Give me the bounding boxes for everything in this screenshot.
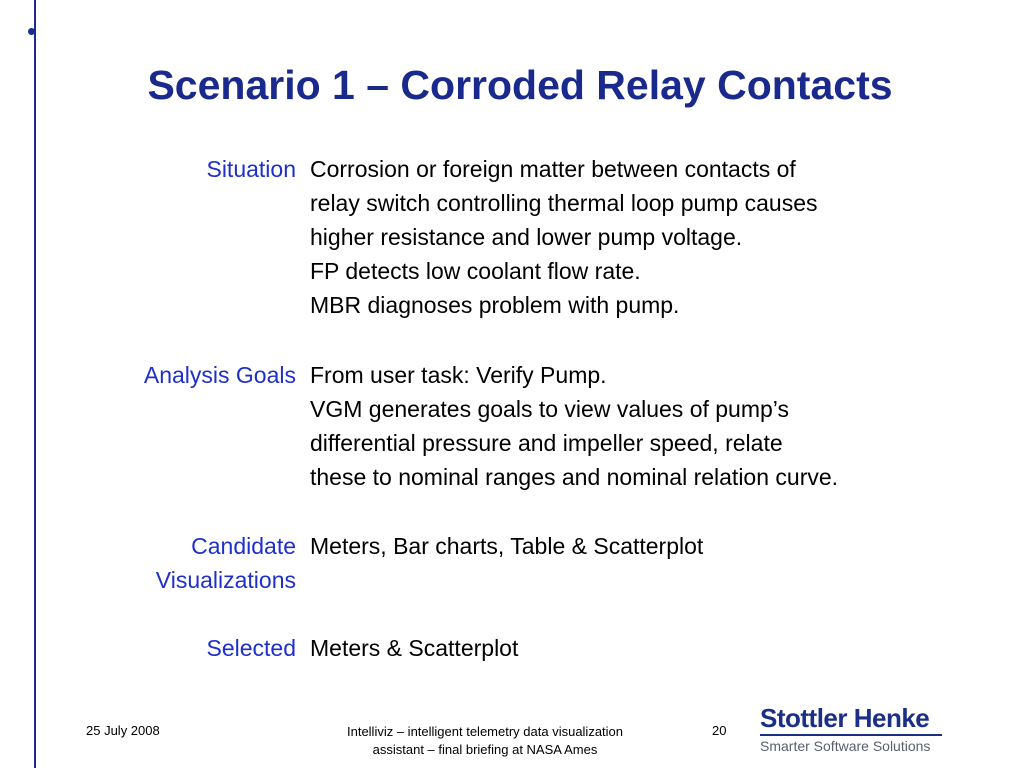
situation-label: Situation xyxy=(206,156,296,182)
situation-line: higher resistance and lower pump voltage. xyxy=(310,224,743,250)
analysis-goals-line: these to nominal ranges and nominal relation curve. xyxy=(310,464,839,490)
analysis-goals-line: differential pressure and impeller speed, relate xyxy=(310,430,783,456)
analysis-goals-text xyxy=(310,358,1010,494)
footer-center-line: Intelliviz – intelligent telemetry data visualization xyxy=(346,724,624,739)
logo-tagline: Smarter Software Solutions xyxy=(760,738,931,754)
logo-name: Stottler Henke xyxy=(760,703,930,733)
footer-presentation-title xyxy=(330,723,640,759)
situation-text xyxy=(310,152,1010,322)
footer-center-line: assistant – final briefing at NASA Ames xyxy=(372,742,598,757)
situation-line: FP detects low coolant flow rate. xyxy=(310,258,641,284)
footer-date: 25 July 2008 xyxy=(86,723,160,738)
selected-label: Selected xyxy=(206,635,296,661)
slide-title: Scenario 1 – Corroded Relay Contacts xyxy=(147,62,893,108)
selected-line: Meters & Scatterplot xyxy=(310,635,519,661)
situation-line: MBR diagnoses problem with pump. xyxy=(310,292,680,318)
company-logo xyxy=(760,704,950,754)
accent-dot xyxy=(28,28,35,35)
analysis-goals-line: VGM generates goals to view values of pump’s xyxy=(310,396,789,422)
candidate-visualizations-label-line: Candidate xyxy=(191,533,296,559)
analysis-goals-line: From user task: Verify Pump. xyxy=(310,362,607,388)
page-number: 20 xyxy=(712,723,727,738)
analysis-goals-label: Analysis Goals xyxy=(143,362,296,388)
logo-divider xyxy=(760,734,942,736)
candidate-visualizations-label xyxy=(156,529,296,597)
situation-line: relay switch controlling thermal loop pump causes xyxy=(310,190,818,216)
candidate-visualizations-line: Meters, Bar charts, Table & Scatterplot xyxy=(310,533,704,559)
left-accent-rule xyxy=(34,0,36,768)
situation-line: Corrosion or foreign matter between contacts of xyxy=(310,156,796,182)
candidate-visualizations-label-line: Visualizations xyxy=(155,567,296,593)
selected-text xyxy=(310,631,1010,665)
candidate-visualizations-text xyxy=(310,529,1010,563)
